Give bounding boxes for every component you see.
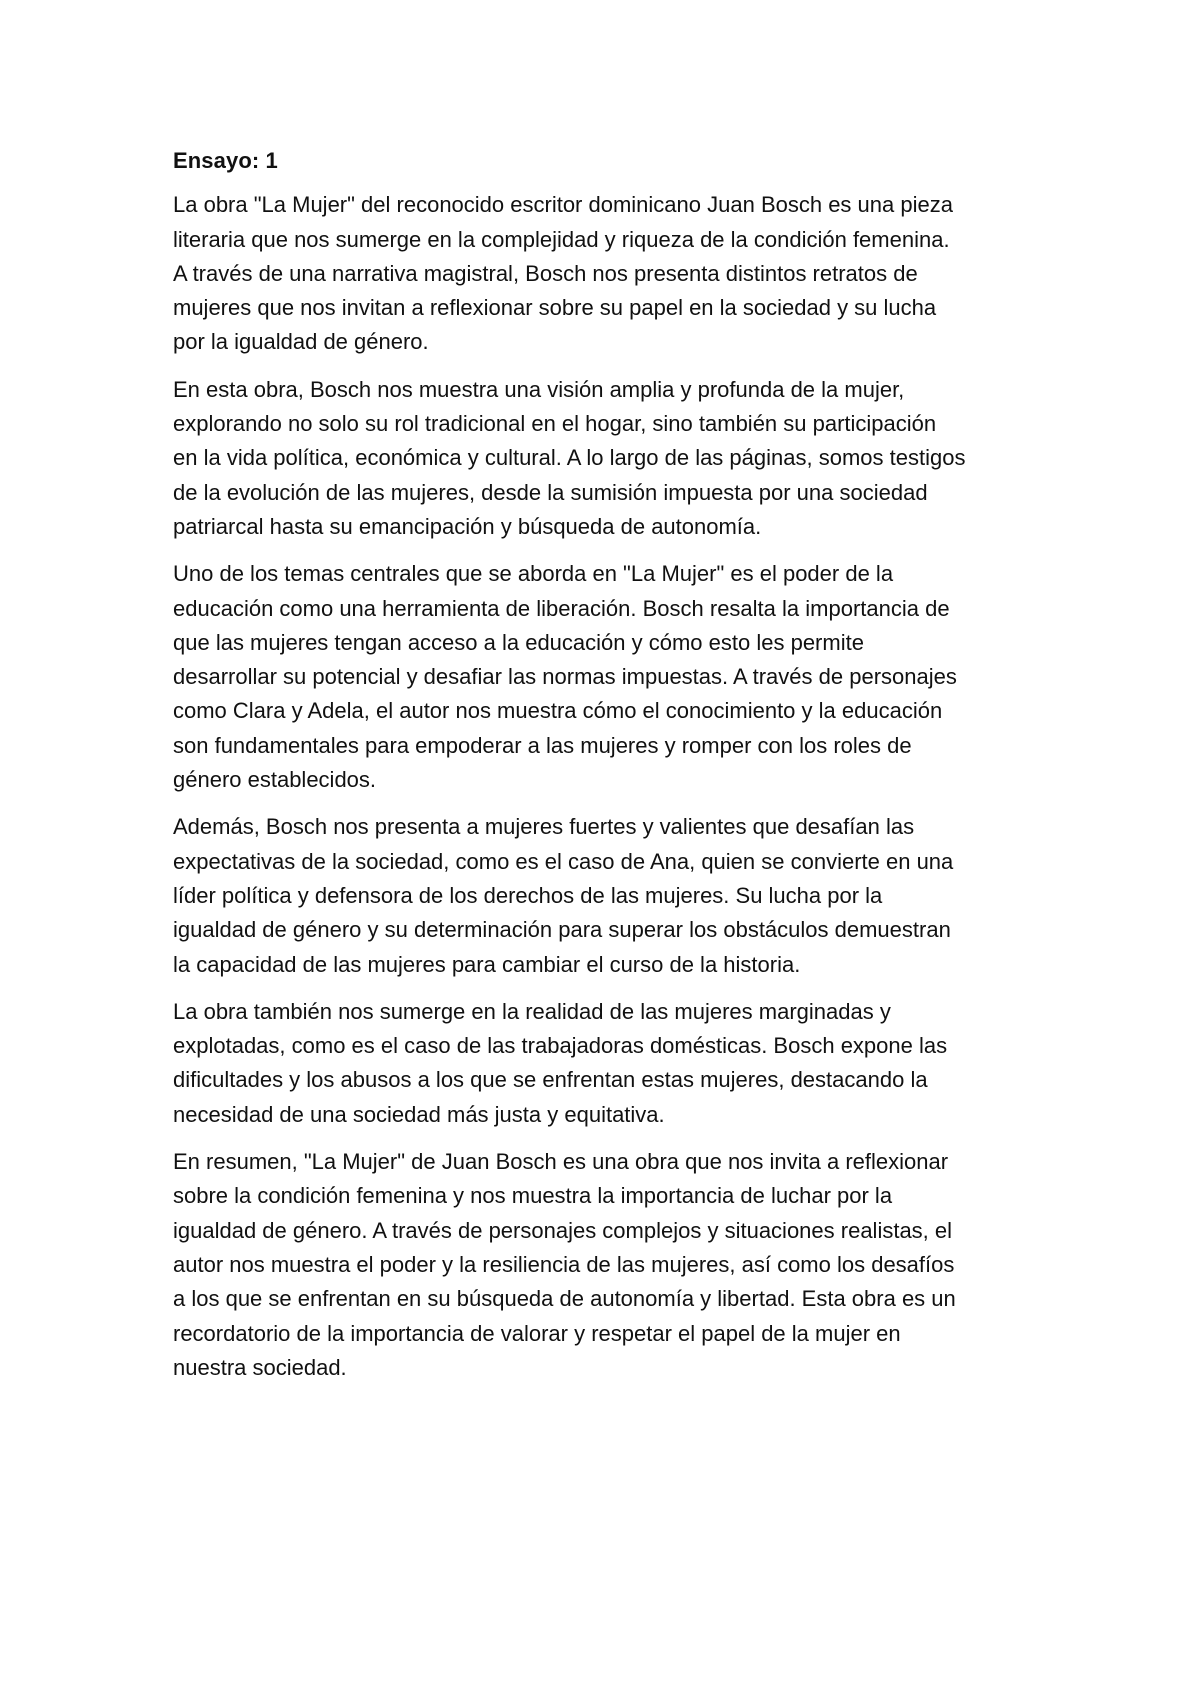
paragraph [173,557,1039,797]
text-line: nuestra sociedad. [173,1354,347,1380]
text-line: son fundamentales para empoderar a las mujeres y romper con los roles de [173,732,912,758]
text-line: desarrollar su potencial y desafiar las normas impuestas. A través de personajes [173,664,957,690]
text-line: Uno de los temas centrales que se aborda en "La Mujer" es el poder de la [173,561,894,587]
text-line: En esta obra, Bosch nos muestra una visión amplia y profunda de la mujer, [173,376,905,402]
paragraph [173,810,1039,981]
text-line: Además, Bosch nos presenta a mujeres fuertes y valientes que desafían las [173,814,915,840]
text-line: como Clara y Adela, el autor nos muestra cómo el conocimiento y la educación [173,698,943,724]
text-line: sobre la condición femenina y nos muestra la importancia de luchar por la [173,1183,893,1209]
paragraph [173,995,1039,1132]
paragraph [173,1145,1039,1385]
text-line: igualdad de género y su determinación para superar los obstáculos demuestran [173,917,951,943]
text-line: igualdad de género. A través de personajes complejos y situaciones realistas, el [173,1217,953,1243]
paragraph [173,373,1039,544]
text-line: expectativas de la sociedad, como es el caso de Ana, quien se convierte en una [173,848,954,874]
text-line: autor nos muestra el poder y la resiliencia de las mujeres, así como los desafíos [173,1251,955,1277]
paragraph [173,188,1039,359]
text-line: educación como una herramienta de liberación. Bosch resalta la importancia de [173,595,950,621]
text-line: la capacidad de las mujeres para cambiar el curso de la historia. [173,951,801,977]
text-line: A través de una narrativa magistral, Bosch nos presenta distintos retratos de [173,260,918,286]
text-line: patriarcal hasta su emancipación y búsqueda de autonomía. [173,513,762,539]
document-body [173,144,1039,1398]
text-line: La obra también nos sumerge en la realidad de las mujeres marginadas y [173,998,891,1024]
text-line: mujeres que nos invitan a reflexionar sobre su papel en la sociedad y su lucha [173,295,937,321]
text-line: por la igualdad de género. [173,329,429,355]
text-line: a los que se enfrentan en su búsqueda de autonomía y libertad. Esta obra es un [173,1286,956,1312]
text-line: de la evolución de las mujeres, desde la sumisión impuesta por una sociedad [173,479,928,505]
text-line: dificultades y los abusos a los que se enfrentan estas mujeres, destacando la [173,1067,928,1093]
text-line: que las mujeres tengan acceso a la educación y cómo esto les permite [173,629,864,655]
text-line: literaria que nos sumerge en la complejidad y riqueza de la condición femenina. [173,226,950,252]
document-title: Ensayo: 1 [173,148,278,173]
text-line: en la vida política, económica y cultural. A lo largo de las páginas, somos testigos [173,445,966,471]
text-line: En resumen, "La Mujer" de Juan Bosch es una obra que nos invita a reflexionar [173,1149,949,1175]
text-line: líder política y defensora de los derechos de las mujeres. Su lucha por la [173,882,883,908]
text-line: necesidad de una sociedad más justa y equitativa. [173,1101,665,1127]
text-line: La obra "La Mujer" del reconocido escritor dominicano Juan Bosch es una pieza [173,192,953,218]
text-line: explorando no solo su rol tradicional en el hogar, sino también su participación [173,411,937,437]
text-line: recordatorio de la importancia de valorar y respetar el papel de la mujer en [173,1320,901,1346]
text-line: género establecidos. [173,767,377,793]
text-line: explotadas, como es el caso de las trabajadoras domésticas. Bosch expone las [173,1033,948,1059]
